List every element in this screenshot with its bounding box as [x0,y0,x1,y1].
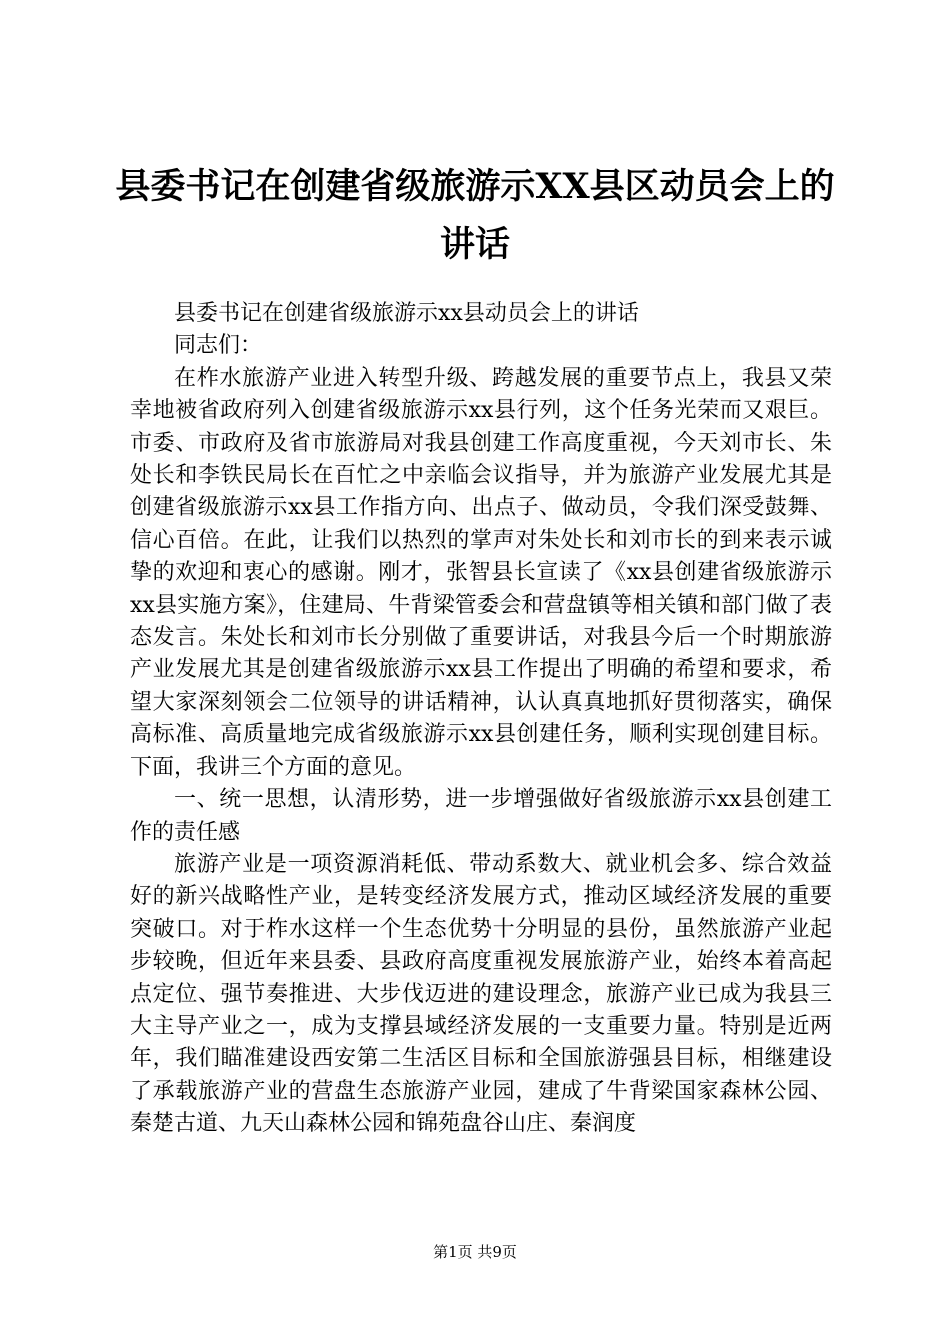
paragraph-salutation: 同志们： [174,333,263,359]
page-number-footer: 第1页 共9页 [433,1243,517,1261]
paragraph-opening: 在柞水旅游产业进入转型升级、跨越发展的重要节点上，我县又荣幸地被省政府列入创建省级旅游示xx县行列，这个任务光荣而又艰巨。市委、市政府及省市旅游局对我县创建工作高度重视，今天刘市长、朱处长和李铁民局长在百忙之中亲临会议指导，并为旅游产业发展尤其是创建省级旅游示xx县工作指方向、出点子、做动员，令我们深受鼓舞、信心百倍。在此，让我们以热烈的掌声对朱处长和刘市长的到来表示诚挚的欢迎和衷心的感谢。刚才，张智县长宣读了《xx县创建省级旅游示xx县实施方案》，住建局、牛背梁管委会和营盘镇等相关镇和部门做了表态发言。朱处长和刘市长分别做了重要讲话，对我县今后一个时期旅游产业发展尤其是创建省级旅游示xx县工作提出了明确的希望和要求，希望大家深刻领会二位领导的讲话精神，认认真真地抓好贯彻落实，确保高标准、高质量地完成省级旅游示xx县创建任务，顺利实现创建目标。下面，我讲三个方面的意见。 [130,365,832,780]
section-heading-1: 一、统一思想，认清形势，进一步增强做好省级旅游示xx县创建工作的责任感 [130,787,832,845]
paragraph-subtitle: 县委书记在创建省级旅游示xx县动员会上的讲话 [174,301,639,326]
document-body [130,298,832,1141]
paragraph-section-1: 旅游产业是一项资源消耗低、带动系数大、就业机会多、综合效益好的新兴战略性产业，是转变经济发展方式，推动区域经济发展的重要突破口。对于柞水这样一个生态优势十分明显的县份，虽然旅游产业起步较晚，但近年来县委、县政府高度重视发展旅游产业，始终本着高起点定位、强节奏推进、大步伐迈进的建设理念，旅游产业已成为我县三大主导产业之一，成为支撑县域经济发展的一支重要力量。特别是近两年，我们瞄准建设西安第二生活区目标和全国旅游强县目标，相继建设了承载旅游产业的营盘生态旅游产业园，建成了牛背梁国家森林公园、秦楚古道、九天山森林公园和锦苑盘谷山庄、秦润度 [130,851,832,1137]
document-title: 县委书记在创建省级旅游示XX县区动员会上的讲话 [115,166,835,265]
